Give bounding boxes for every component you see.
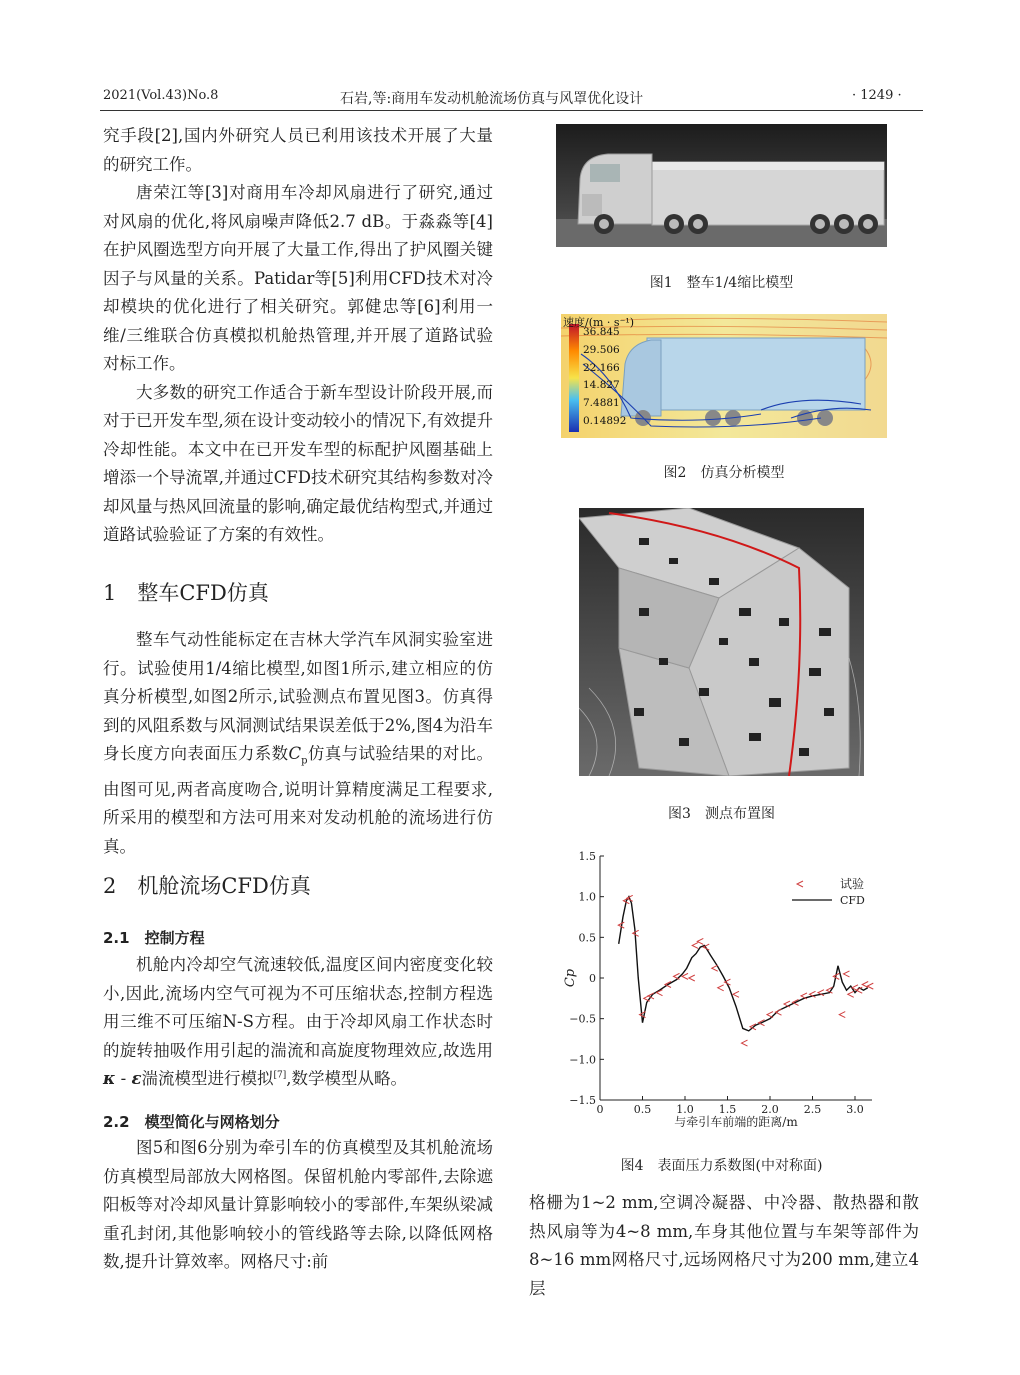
- x-tick-label: 0: [596, 1103, 604, 1116]
- legend-value: 22.166: [583, 361, 620, 374]
- legend-value: 7.4881: [583, 397, 620, 410]
- header-rule: [100, 110, 923, 111]
- cp-subscript: p: [301, 755, 308, 767]
- test-data-point: [689, 975, 695, 981]
- left-column-section-1: [103, 626, 493, 861]
- cfd-series-line: [619, 897, 868, 1031]
- paragraph-5-part-c: ,数学模型从略。: [286, 1069, 407, 1088]
- test-data-point: [844, 971, 850, 977]
- truck-model-illustration: [556, 124, 887, 247]
- test-data-point: [867, 983, 873, 989]
- test-data-point: [848, 991, 854, 997]
- test-data-point: [767, 1012, 773, 1018]
- legend-value: 14.827: [583, 379, 620, 392]
- figure-3-measurement-points-photo: [579, 508, 864, 776]
- paragraph-3: 大多数的研究工作适合于新车型设计阶段开展,而对于已开发车型,须在设计变动较小的情况下,有效提升冷却性能。本文中在已开发车型的标配护风圈基础上增添一个导流罩,并通过CFD技术研究其结构参数对冷却风量与热风回流量的影响,确定最优结构型式,并通过道路试验验证了方案的有效性。: [103, 382, 493, 544]
- test-data-point: [733, 991, 739, 997]
- y-tick-label: 1.0: [578, 890, 596, 904]
- measurement-points-illustration: [579, 508, 864, 776]
- figure-3-caption: 图3 测点布置图: [668, 806, 775, 822]
- figure-2-simulation-model: [561, 314, 887, 438]
- paragraph-5-part-a: 机舱内冷却空气流速较低,温度区间内密度变化较小,因此,流场内空气可视为不可压缩状态,控制方程选用三维不可压缩N-S方程。由于冷却风扇工作状态时的旋转抽吸作用引起的湍流和高旋度物理效应,故选用: [103, 955, 493, 1060]
- legend-marker-test: [797, 881, 803, 887]
- figure-2-caption: 图2 仿真分析模型: [663, 465, 785, 481]
- legend-values: [583, 324, 626, 431]
- x-tick-label: 1.0: [676, 1103, 694, 1116]
- x-tick-label: 0.5: [633, 1103, 652, 1116]
- epsilon-symbol: ε: [131, 1069, 142, 1088]
- paragraph-7: 格栅为1~2 mm,空调冷凝器、中冷器、散热器和散热风扇等为4~8 mm,车身其他位置与车架等部件为8~16 mm网格尺寸,远场网格尺寸为200 mm,建立4层: [529, 1193, 919, 1298]
- paragraph-4-part-b: 仿真与试验结果的对比。由图可见,两者高度吻合,说明计算精度满足工程要求,所采用的模型和方法可用来对发动机舱的流场进行仿真。: [103, 744, 494, 856]
- x-tick-label: 2.0: [761, 1103, 779, 1116]
- paragraph-4: [103, 626, 493, 861]
- paragraph-6: 图5和图6分别为牵引车的仿真模型及其机舱流场仿真模型局部放大网格图。保留机舱内零部件,去除遮阳板等对冷却风量计算影响较小的零部件,车架纵梁减重孔封闭,其他影响较小的管线路等去除,以降低网格数,提升计算效率。网格尺寸:前: [103, 1138, 493, 1271]
- legend-title: 速度/(m · s⁻¹): [563, 316, 635, 329]
- test-data-point: [839, 1012, 845, 1018]
- paragraph-4-part-a: 整车气动性能标定在吉林大学汽车风洞实验室进行。试验使用1/4缩比模型,如图1所示,建立相应的仿真分析模型,如图2所示,试验测点布置见图3。仿真得到的风阻系数与风洞测试结果误差低于2%,图4为沿车身长度方向表面压力系数: [103, 630, 493, 763]
- y-tick-label: −1.5: [569, 1094, 596, 1107]
- test-data-point: [697, 938, 703, 944]
- test-data-point: [692, 942, 698, 948]
- section-2-heading: 2 机舱流场CFD仿真: [103, 874, 311, 898]
- test-data-point: [742, 1040, 748, 1046]
- paragraph-2: 唐荣江等[3]对商用车冷却风扇进行了研究,通过对风扇的优化,将风扇噪声降低2.7 dB。于淼淼等[4]在护风圈选型方向开展了大量工作,得出了护风圈关键因子与风量的关系。Patidar等[5]利用CFD技术对冷却模块的优化进行了相关研究。郭健忠等[6]利用一维/三维联合仿真模拟机舱热管理,并开展了道路试验对标工作。: [103, 183, 493, 373]
- x-tick-label: 2.5: [803, 1103, 822, 1116]
- y-tick-label: 0.5: [578, 931, 596, 945]
- kappa-symbol: κ: [103, 1069, 116, 1088]
- right-column-text: [529, 1189, 919, 1303]
- test-data-point: [718, 985, 724, 991]
- y-axis-label: Cp: [563, 968, 578, 988]
- x-axis-label: 与牵引车前端的距离/m: [674, 1115, 798, 1129]
- y-tick-label: −1.0: [569, 1053, 596, 1067]
- legend-label-cfd: CFD: [840, 894, 865, 907]
- figure-4-caption: 图4 表面压力系数图(中对称面): [620, 1158, 823, 1174]
- legend-value: 0.14892: [583, 414, 627, 427]
- header-title: 石岩,等:商用车发动机舱流场仿真与风罩优化设计: [340, 91, 644, 107]
- x-tick-label: 1.5: [718, 1103, 737, 1116]
- test-data-point: [674, 973, 680, 979]
- header-journal: 2021(Vol.43)No.8: [103, 88, 219, 103]
- header-page-number: · 1249 ·: [852, 88, 902, 103]
- test-data-point: [712, 965, 718, 971]
- subsection-2-1-heading: 2.1 控制方程: [103, 929, 205, 947]
- legend-label-test: 试验: [840, 877, 865, 891]
- left-column-section-2-2: [103, 1134, 493, 1277]
- figure-1-truck-model-photo: [556, 124, 887, 247]
- legend-value: 29.506: [583, 343, 620, 356]
- figure-4-cp-chart: [540, 840, 900, 1140]
- y-tick-label: −0.5: [569, 1012, 596, 1026]
- y-tick-label: 1.5: [578, 850, 596, 863]
- x-tick-label: 3.0: [846, 1103, 864, 1116]
- minus-sign: -: [115, 1069, 132, 1088]
- section-1-heading: 1 整车CFD仿真: [103, 581, 269, 605]
- left-column-section-2-1: [103, 951, 493, 1094]
- reference-7: [7]: [273, 1070, 287, 1081]
- cp-symbol: C: [288, 744, 302, 763]
- left-column-top: [103, 122, 493, 550]
- paragraph-5: [103, 951, 493, 1094]
- y-tick-label: 0: [589, 972, 596, 985]
- subsection-2-2-heading: 2.2 模型简化与网格划分: [103, 1113, 280, 1131]
- paragraph-1: 究手段[2],国内外研究人员已利用该技术开展了大量的研究工作。: [103, 126, 493, 174]
- figure-1-caption: 图1 整车1/4缩比模型: [649, 275, 794, 291]
- legend-value: 36.845: [583, 326, 620, 338]
- paragraph-5-part-b: 湍流模型进行模拟: [141, 1069, 274, 1088]
